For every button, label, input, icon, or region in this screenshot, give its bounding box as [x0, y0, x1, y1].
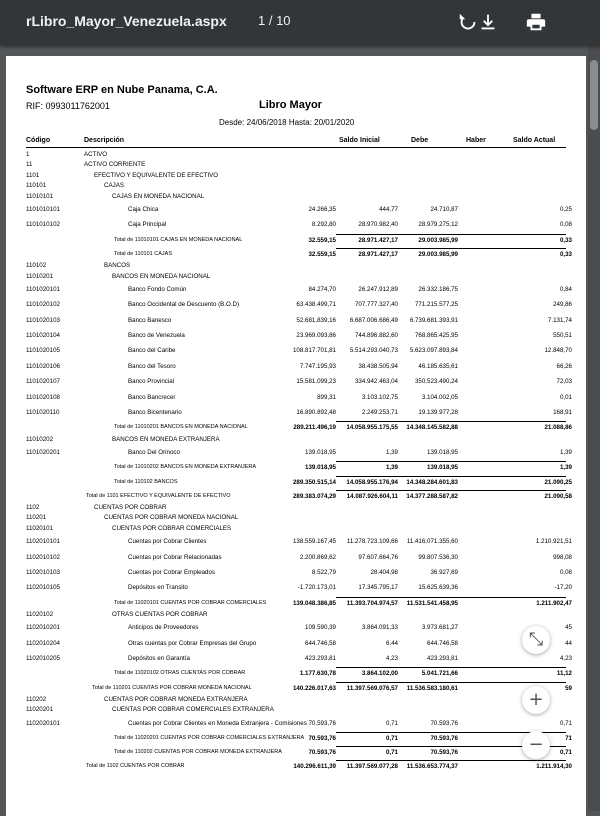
- total-rule: [336, 597, 566, 598]
- table-row: [26, 282, 572, 297]
- account-code: 1102010204: [26, 639, 60, 647]
- total-rule: [336, 421, 566, 422]
- document-title: rLibro_Mayor_Venezuela.aspx: [26, 13, 227, 29]
- value-debe: 11.397.569.076,57: [346, 684, 398, 692]
- table-header: [26, 135, 566, 148]
- plus-icon: +: [528, 689, 544, 710]
- date-range: Desde: 24/06/2018 Hasta: 20/01/2020: [219, 118, 355, 127]
- account-code: 110102: [26, 262, 47, 270]
- account-description: Cuentas por Cobrar Relacionadas: [128, 553, 222, 561]
- value-debe: 744.896.882,60: [354, 332, 398, 340]
- table-row: [26, 328, 572, 343]
- col-haber: Haber: [466, 137, 486, 144]
- table-row: [26, 503, 566, 513]
- account-code: 1101020108: [26, 393, 60, 401]
- total-row: [26, 681, 572, 695]
- value-haber: 3.104.002,05: [421, 393, 458, 401]
- account-description: Total de 110102 BANCOS: [114, 478, 178, 485]
- total-row: [26, 420, 572, 434]
- account-description: Anticipos de Proveedores: [128, 624, 199, 632]
- account-description: Banco del Tesoro: [128, 362, 176, 370]
- account-description: Banco Occidental de Descuento (B.O.D): [128, 301, 240, 309]
- value-saldo-inicial: 1.177.630,78: [299, 670, 336, 678]
- table-row: [26, 636, 572, 651]
- value-saldo-inicial: 289.211.496,19: [293, 424, 336, 432]
- vertical-scrollbar[interactable]: [588, 45, 600, 811]
- value-haber: 11.536.583.180,61: [406, 684, 458, 692]
- account-code: 11020201: [26, 706, 54, 714]
- account-description: Total de 11020102 OTRAS CUENTAS POR COBRAR: [114, 670, 246, 677]
- value-debe: 444,77: [379, 205, 398, 213]
- value-saldo-actual: 1,39: [559, 464, 572, 472]
- ledger-table-body: [26, 150, 572, 774]
- value-saldo-inicial: 70.593,76: [308, 719, 336, 727]
- account-description: Banco del Caribe: [128, 347, 176, 355]
- account-code: 110101: [26, 182, 47, 190]
- value-saldo-actual: 45: [565, 624, 572, 632]
- account-code: 1101020110: [26, 409, 60, 417]
- total-rule: [336, 760, 566, 761]
- col-codigo: Código: [26, 137, 51, 144]
- value-debe: 334.942.463,04: [354, 378, 398, 386]
- account-description: Banco Fondo Común: [128, 285, 187, 293]
- value-saldo-actual: 11,12: [556, 670, 572, 678]
- value-saldo-inicial: 289.383.074,29: [292, 492, 336, 500]
- value-saldo-actual: 0,08: [559, 221, 572, 229]
- table-row: [26, 580, 572, 595]
- table-row: [26, 202, 572, 217]
- account-description: Total de 11010202 BANCOS EN MONEDA EXTRANJERA: [114, 464, 257, 471]
- table-row: [26, 297, 572, 312]
- value-saldo-actual: 12.848,70: [544, 347, 572, 355]
- account-description: EFECTIVO Y EQUIVALENTE DE EFECTIVO: [94, 171, 219, 179]
- value-debe: 1,39: [385, 448, 398, 456]
- account-code: 1101020103: [26, 316, 60, 324]
- table-row: [26, 374, 572, 389]
- value-saldo-inicial: 8.522,79: [311, 568, 336, 576]
- account-code: 1102010103: [26, 568, 60, 576]
- account-description: ACTIVO CORRIENTE: [84, 161, 146, 169]
- value-saldo-inicial: 139.018,95: [305, 464, 336, 472]
- value-haber: 139.018,95: [427, 464, 458, 472]
- value-haber: 423.293,81: [427, 655, 458, 663]
- value-saldo-inicial: 63.438.499,71: [296, 301, 336, 309]
- total-rule: [336, 461, 566, 462]
- account-description: Total de 110201 CUENTAS POR COBRAR MONEDA NACIONAL: [92, 684, 252, 691]
- value-saldo-inicial: 140.226.017,63: [292, 684, 336, 692]
- value-haber: 29.003.985,99: [418, 236, 458, 244]
- account-code: 11020102: [26, 610, 54, 618]
- page-indicator[interactable]: 1 / 10: [258, 13, 291, 28]
- col-saldo-inicial: Saldo Inicial: [339, 137, 380, 144]
- value-saldo-inicial: 23.969.093,86: [296, 332, 336, 340]
- total-row: [26, 475, 572, 489]
- scrollbar-thumb[interactable]: [590, 60, 598, 130]
- account-code: 1102: [26, 503, 40, 511]
- value-saldo-inicial: 644.746,58: [305, 639, 336, 647]
- table-row: [26, 272, 566, 282]
- value-haber: 3.973.681,27: [421, 624, 458, 632]
- total-rule: [336, 234, 566, 235]
- value-haber: 11.536.653.774,37: [406, 763, 458, 771]
- minus-icon: −: [528, 734, 544, 755]
- value-debe: 707.777.327,40: [354, 301, 398, 309]
- value-haber: 139.018,95: [427, 448, 458, 456]
- value-saldo-actual: 0,71: [559, 719, 572, 727]
- value-haber: 70.593,76: [430, 719, 458, 727]
- account-description: CUENTAS POR COBRAR COMERCIALES: [112, 524, 232, 532]
- pdf-toolbar: [0, 0, 600, 45]
- value-saldo-inicial: 84.274,70: [308, 285, 336, 293]
- value-saldo-actual: 44: [565, 639, 572, 647]
- account-description: Cuentas por Cobrar Clientes: [128, 538, 207, 546]
- value-saldo-actual: 21.090,25: [544, 478, 572, 486]
- col-saldo-actual: Saldo Actual: [513, 137, 556, 144]
- value-debe: 38.438.505,94: [358, 362, 398, 370]
- company-name: Software ERP en Nube Panama, C.A.: [26, 84, 218, 96]
- value-saldo-inicial: 2.200.869,62: [299, 553, 336, 561]
- value-saldo-actual: 0,33: [559, 250, 572, 258]
- account-code: 1101: [26, 171, 40, 179]
- value-saldo-inicial: 70.593,76: [308, 734, 336, 742]
- total-rule: [336, 248, 566, 249]
- value-debe: 11.278.723.109,66: [346, 538, 398, 546]
- value-haber: 99.807.536,30: [418, 553, 458, 561]
- account-code: 1101020107: [26, 378, 60, 386]
- value-saldo-actual: 21.090,58: [544, 492, 572, 500]
- table-row: [26, 171, 566, 181]
- account-description: Total de 11010101 CAJAS EN MONEDA NACIONAL: [114, 236, 243, 243]
- total-row: [26, 233, 572, 247]
- value-saldo-actual: 249,86: [553, 301, 572, 309]
- value-saldo-inicial: 7.747.195,93: [299, 362, 336, 370]
- value-haber: 70.593,76: [430, 749, 458, 757]
- value-haber: 11.531.541.458,95: [406, 599, 458, 607]
- value-saldo-actual: 0,71: [559, 749, 572, 757]
- value-haber: 5.041.721,66: [421, 670, 458, 678]
- table-row: [26, 534, 572, 549]
- value-debe: 6.687.006.686,49: [349, 316, 398, 324]
- value-debe: 14.058.955.175,55: [346, 424, 398, 432]
- value-saldo-inicial: 70.593,76: [308, 749, 336, 757]
- value-debe: 14.058.955.176,94: [346, 478, 398, 486]
- value-saldo-inicial: 138.559.167,45: [292, 538, 336, 546]
- value-saldo-actual: 72,03: [556, 378, 572, 386]
- value-haber: 11.416.071.355,60: [406, 538, 458, 546]
- value-debe: 3.864.102,00: [361, 670, 398, 678]
- account-description: Depósitos en Transito: [128, 584, 188, 592]
- value-saldo-inicial: 24.266,35: [308, 205, 336, 213]
- fit-page-button[interactable]: [522, 626, 550, 654]
- account-description: Otras cuentas por Cobrar Empresas del Grupo: [128, 639, 257, 647]
- value-debe: 5.514.293.040,73: [349, 347, 398, 355]
- account-code: 1101010101: [26, 205, 60, 213]
- value-saldo-actual: 0,33: [559, 236, 572, 244]
- account-description: BANCOS: [104, 262, 131, 270]
- download-icon[interactable]: [477, 11, 499, 33]
- account-code: 110202: [26, 695, 47, 703]
- value-saldo-actual: 7.131,74: [547, 316, 572, 324]
- value-saldo-actual: 1.211.914,30: [536, 763, 572, 771]
- value-debe: 28.404,98: [370, 568, 398, 576]
- total-row: [26, 596, 572, 610]
- account-code: 1101010102: [26, 221, 60, 229]
- account-description: CUENTAS POR COBRAR COMERCIALES EXTRANJERA: [112, 706, 274, 714]
- total-row: [26, 759, 572, 773]
- account-description: OTRAS CUENTAS POR COBRAR: [112, 610, 208, 618]
- value-debe: 3.103.102,75: [361, 393, 398, 401]
- value-debe: 97.607.664,76: [358, 553, 398, 561]
- value-saldo-inicial: 8.292,80: [311, 221, 336, 229]
- value-saldo-inicial: -1.720.173,01: [297, 584, 336, 592]
- account-description: Total de 110101 CAJAS: [114, 250, 172, 257]
- account-code: 1102010101: [26, 538, 60, 546]
- rotate-icon[interactable]: [457, 11, 479, 33]
- value-haber: 5.623.097.893,84: [409, 347, 458, 355]
- account-description: Total de 11020201 CUENTAS POR COBRAR COMERCIALES EXTRANJERA: [114, 734, 305, 741]
- account-description: Caja Principal: [128, 221, 167, 229]
- value-saldo-inicial: 139.048.386,85: [292, 599, 336, 607]
- value-haber: 14.348.284.601,83: [406, 478, 458, 486]
- value-debe: 1,39: [385, 464, 398, 472]
- account-description: BANCOS EN MONEDA EXTRANJERA: [112, 435, 220, 443]
- value-debe: 0,71: [385, 734, 398, 742]
- account-description: Banco Bicentenario: [128, 409, 182, 417]
- account-description: CUENTAS POR COBRAR MONEDA EXTRANJERA: [104, 695, 248, 703]
- value-debe: 28.970.982,40: [358, 221, 398, 229]
- value-saldo-actual: 168,91: [553, 409, 572, 417]
- value-haber: 19.139.977,28: [418, 409, 458, 417]
- value-saldo-actual: 0,01: [559, 393, 572, 401]
- value-debe: 14.087.926.604,11: [346, 492, 398, 500]
- table-row: [26, 405, 572, 420]
- print-icon[interactable]: [525, 11, 547, 33]
- value-haber: 24.710,87: [430, 205, 458, 213]
- rif-number: RIF: 0993011762001: [26, 101, 110, 111]
- account-description: CUENTAS POR COBRAR MONEDA NACIONAL: [104, 514, 239, 522]
- value-debe: 26.247.912,89: [358, 285, 398, 293]
- table-row: [26, 524, 566, 534]
- account-description: Banco Del Orinoco: [128, 448, 180, 456]
- value-haber: 15.625.639,36: [418, 584, 458, 592]
- value-debe: 11.397.569.077,28: [346, 763, 398, 771]
- value-saldo-actual: 550,51: [553, 332, 572, 340]
- account-code: 1102010105: [26, 584, 60, 592]
- account-description: Banco Provincial: [128, 378, 175, 386]
- value-saldo-actual: 59: [565, 684, 572, 692]
- value-saldo-inicial: 289.350.515,14: [292, 478, 336, 486]
- table-row: [26, 565, 572, 580]
- total-row: [26, 247, 572, 261]
- col-descripcion: Descripción: [84, 137, 125, 144]
- value-saldo-inicial: 32.559,15: [308, 236, 336, 244]
- table-row: [26, 695, 566, 705]
- value-haber: 14.377.288.587,82: [406, 492, 458, 500]
- value-saldo-actual: 998,08: [553, 553, 572, 561]
- account-code: 1102010201: [26, 624, 60, 632]
- table-row: [26, 160, 566, 170]
- account-description: Total de 11010201 BANCOS EN MONEDA NACIONAL: [114, 424, 248, 431]
- account-code: 1101020101: [26, 285, 60, 293]
- account-description: Depósitos en Garantía: [128, 655, 190, 663]
- table-row: [26, 261, 566, 271]
- account-description: Cuentas por Cobrar Clientes en Moneda Extranjera - Comisiones: [128, 719, 307, 727]
- value-haber: 36.927,69: [430, 568, 458, 576]
- zoom-in-button[interactable]: [522, 686, 550, 714]
- value-saldo-actual: 1.210.921,51: [535, 538, 572, 546]
- account-code: 11010201: [26, 272, 54, 280]
- account-description: Caja Chica: [128, 205, 159, 213]
- table-row: [26, 150, 566, 160]
- table-row: [26, 513, 566, 523]
- value-saldo-inicial: 15.581.099,23: [296, 378, 336, 386]
- table-row: [26, 705, 566, 715]
- value-debe: 3.864.091,33: [361, 624, 398, 632]
- value-haber: 46.185.635,61: [418, 362, 458, 370]
- account-code: 1101020106: [26, 362, 60, 370]
- value-saldo-actual: 0,25: [559, 205, 572, 213]
- value-haber: 644.746,58: [427, 639, 458, 647]
- value-haber: 771.215.577,25: [414, 301, 458, 309]
- account-code: 1102020101: [26, 719, 60, 727]
- account-description: Banco Bancrecer: [128, 393, 176, 401]
- account-description: Banco de Venezuela: [128, 332, 185, 340]
- value-saldo-inicial: 423.293,81: [305, 655, 336, 663]
- value-debe: 2.249.253,71: [361, 409, 398, 417]
- value-saldo-inicial: 140.296.611,39: [293, 763, 336, 771]
- account-code: 1101020201: [26, 448, 60, 456]
- account-code: 11010101: [26, 192, 54, 200]
- pdf-page: [6, 56, 586, 816]
- value-saldo-inicial: 16.890.892,48: [296, 409, 336, 417]
- total-rule: [336, 682, 566, 683]
- account-description: Total de 11020101 CUENTAS POR COBRAR COMERCIALES: [114, 599, 267, 606]
- value-haber: 14.348.145.582,88: [406, 424, 458, 432]
- account-code: 11020101: [26, 524, 54, 532]
- total-row: [26, 666, 572, 680]
- table-row: [26, 651, 572, 666]
- value-saldo-actual: 66,26: [556, 362, 572, 370]
- value-saldo-actual: 4,23: [559, 655, 572, 663]
- account-code: 11: [26, 161, 33, 169]
- value-debe: 0,71: [385, 719, 398, 727]
- report-title: Libro Mayor: [259, 99, 322, 111]
- account-description: Cuentas por Cobrar Empleados: [128, 568, 216, 576]
- total-rule: [336, 490, 566, 491]
- total-rule: [336, 476, 566, 477]
- account-description: Banco Banesco: [128, 316, 172, 324]
- value-debe: 11.393.704.974,57: [346, 599, 398, 607]
- col-debe: Debe: [411, 137, 429, 144]
- table-row: [26, 217, 572, 232]
- account-code: 1102010102: [26, 553, 60, 561]
- total-row: [26, 731, 572, 745]
- account-description: Total de 1101 EFECTIVO Y EQUIVALENTE DE EFECTIVO: [86, 492, 231, 499]
- account-description: ACTIVO: [84, 151, 108, 158]
- table-row: [26, 181, 566, 191]
- table-row: [26, 390, 572, 405]
- account-code: 11010202: [26, 435, 54, 443]
- value-saldo-inicial: 108.817.701,81: [292, 347, 336, 355]
- account-description: BANCOS EN MONEDA NACIONAL: [112, 272, 211, 280]
- value-saldo-inicial: 32.559,15: [308, 250, 336, 258]
- account-description: Total de 1102 CUENTAS POR COBRAR: [86, 763, 185, 770]
- value-haber: 28.979.275,12: [418, 221, 458, 229]
- value-haber: 6.739.681.393,91: [409, 316, 458, 324]
- value-haber: 70.593,76: [430, 734, 458, 742]
- value-saldo-actual: -17,20: [554, 584, 572, 592]
- account-description: Total de 110202 CUENTAS POR COBRAR MONEDA EXTRANJERA: [114, 749, 282, 756]
- table-row: [26, 550, 572, 565]
- value-saldo-actual: 1.211.902,47: [536, 599, 572, 607]
- account-code: 1101020104: [26, 332, 60, 340]
- fit-page-icon: ⤡: [528, 629, 544, 650]
- value-haber: 768.865.425,95: [414, 332, 458, 340]
- table-row: [26, 445, 572, 460]
- value-haber: 26.332.186,75: [418, 285, 458, 293]
- value-debe: 28.971.427,17: [358, 250, 398, 258]
- total-row: [26, 745, 572, 759]
- table-row: [26, 610, 566, 620]
- total-row: [26, 460, 572, 474]
- value-haber: 29.003.985,99: [418, 250, 458, 258]
- value-saldo-actual: 0,84: [559, 285, 572, 293]
- account-description: CUENTAS POR COBRAR: [94, 503, 167, 511]
- table-row: [26, 313, 572, 328]
- value-saldo-actual: 1,39: [559, 448, 572, 456]
- value-debe: 0,71: [385, 749, 398, 757]
- value-saldo-inicial: 109.590,39: [305, 624, 336, 632]
- value-debe: 28.971.427,17: [358, 236, 398, 244]
- account-code: 1101020102: [26, 301, 60, 309]
- table-row: [26, 192, 566, 202]
- value-saldo-actual: 0,08: [559, 568, 572, 576]
- table-row: [26, 620, 572, 635]
- value-saldo-inicial: 52.681.839,16: [296, 316, 336, 324]
- table-row: [26, 359, 572, 374]
- value-saldo-inicial: 899,31: [317, 393, 336, 401]
- account-code: 1102010205: [26, 655, 60, 663]
- table-row: [26, 343, 572, 358]
- value-saldo-actual: 21.088,86: [544, 424, 572, 432]
- account-description: CAJAS: [104, 182, 124, 190]
- value-debe: 17.345.795,17: [358, 584, 398, 592]
- table-row: [26, 435, 566, 445]
- value-debe: 6,44: [385, 639, 398, 647]
- value-debe: 4,23: [385, 655, 398, 663]
- account-code: 110201: [26, 514, 47, 522]
- total-row: [26, 489, 572, 503]
- account-code: 1101020105: [26, 347, 60, 355]
- account-code: 1: [26, 151, 30, 158]
- value-saldo-inicial: 139.018,95: [305, 448, 336, 456]
- value-saldo-actual: 71: [565, 734, 572, 742]
- value-haber: 350.523.490,24: [414, 378, 458, 386]
- zoom-out-button[interactable]: [522, 731, 550, 759]
- table-row: [26, 716, 572, 731]
- total-rule: [336, 667, 566, 668]
- account-description: CAJAS EN MONEDA NACIONAL: [112, 192, 205, 200]
